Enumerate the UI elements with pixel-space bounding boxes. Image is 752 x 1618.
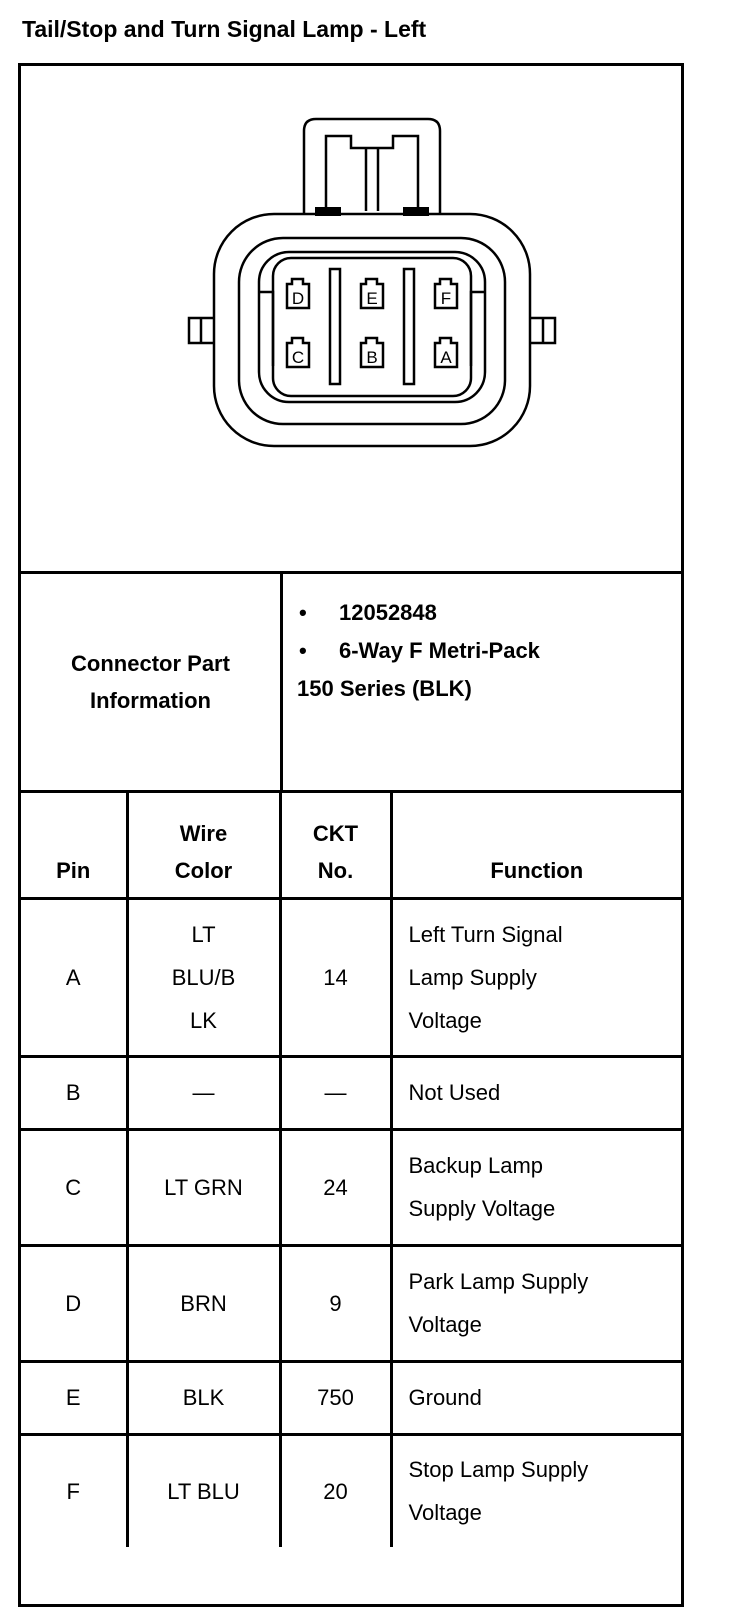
cavity-divider-right — [404, 269, 414, 384]
housing-wall-right — [471, 292, 485, 366]
cavity-label-b: B — [366, 348, 378, 367]
pin-table — [21, 793, 681, 1547]
header-ckt-no: CKT No. — [280, 793, 391, 898]
connector-part-info — [21, 574, 681, 793]
function-cell: Stop Lamp Supply Voltage — [408, 1457, 589, 1526]
connector-housing-inner — [259, 252, 485, 402]
table-row — [21, 1361, 681, 1434]
cavity-divider-left — [330, 269, 340, 384]
header-function: Function — [391, 793, 681, 898]
connector-diagram-area — [21, 66, 681, 574]
part-number-item — [297, 594, 677, 632]
ckt-cell: 9 — [280, 1245, 391, 1361]
function-cell: Backup Lamp Supply Voltage — [391, 1129, 681, 1245]
pin-cell: C — [21, 1129, 127, 1245]
cavity-label-d: D — [291, 289, 305, 308]
header-wire-color: Wire Color — [127, 793, 280, 898]
connector-latch — [304, 119, 440, 214]
wire-color-cell: LT GRN — [127, 1129, 280, 1245]
cavity-label-e: E — [366, 289, 378, 308]
cavity-label-a: A — [440, 348, 452, 367]
connector-latch-inner — [326, 136, 418, 214]
table-row — [21, 1434, 681, 1547]
pin-cell: D — [21, 1245, 127, 1361]
part-info-values — [297, 594, 677, 708]
wire-color-cell: LT BLU — [127, 1434, 280, 1547]
part-number: 12052848 — [339, 600, 437, 625]
ckt-cell: 750 — [280, 1361, 391, 1434]
pin-cell: F — [21, 1434, 127, 1547]
part-type: 6-Way F Metri-Pack — [339, 638, 540, 663]
cavity-label-c: C — [291, 348, 305, 367]
function-cell: Not Used — [391, 1056, 681, 1129]
table-row — [21, 1056, 681, 1129]
part-info-label — [21, 574, 280, 790]
function-cell: Park Lamp Supply Voltage — [391, 1245, 681, 1361]
function-cell: Left Turn Signal Lamp Supply Voltage — [391, 898, 681, 1056]
ckt-cell: 20 — [280, 1434, 391, 1547]
connector-face-diagram — [21, 66, 681, 571]
bullet: • — [299, 600, 307, 625]
pin-cell: E — [21, 1361, 127, 1434]
part-info-label-line2: Information — [89, 688, 211, 713]
wire-color-cell: LT BLU/B LK — [127, 898, 280, 1056]
function-cell: Ground — [391, 1361, 681, 1434]
pin-cell: A — [21, 898, 127, 1056]
connector-housing-outer — [214, 214, 530, 446]
ckt-cell: 14 — [280, 898, 391, 1056]
cavity-label-f: F — [440, 289, 452, 308]
ckt-cell: 24 — [280, 1129, 391, 1245]
pin-cell: B — [21, 1056, 127, 1129]
page-title: Tail/Stop and Turn Signal Lamp - Left — [22, 16, 427, 42]
table-row — [21, 898, 681, 1056]
wire-color-cell: BLK — [127, 1361, 280, 1434]
header-pin: Pin — [21, 793, 127, 898]
part-type-item — [297, 632, 677, 670]
part-series: 150 Series (BLK) — [297, 676, 472, 701]
part-info-divider — [280, 574, 283, 790]
part-info-label-line1: Connector Part — [71, 651, 230, 676]
wire-color-cell: — — [127, 1056, 280, 1129]
table-row — [21, 1129, 681, 1245]
wire-color-cell: BRN — [127, 1245, 280, 1361]
table-header-row — [21, 793, 681, 898]
connector-info-frame — [18, 63, 684, 1607]
table-row — [21, 1245, 681, 1361]
bullet: • — [299, 638, 307, 663]
ckt-cell: — — [280, 1056, 391, 1129]
housing-wall-left — [259, 292, 273, 366]
